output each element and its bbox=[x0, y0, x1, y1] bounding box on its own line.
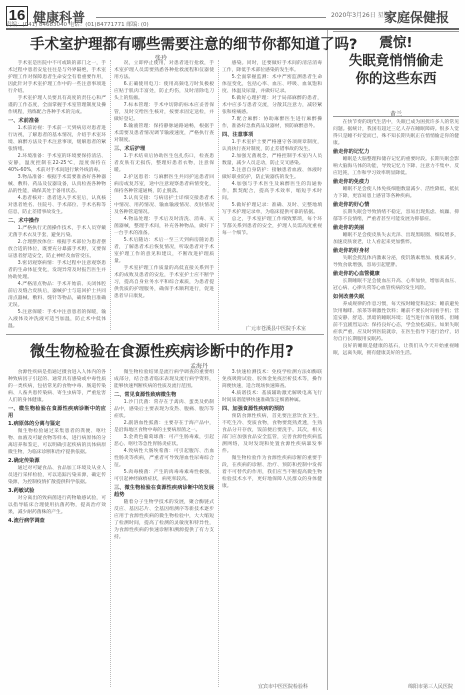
paragraph: 2.护送患者：与麻醉医生共同护送患者回病房或复苏室，途中注意观察患者病情变化，保持各种管道通畅，防止脱落。 bbox=[114, 175, 214, 194]
paragraph: 1.手术室护士要严格遵守各项规章制度，认真执行查对制度，防止差错事故的发生。 bbox=[222, 140, 322, 152]
subheading: 3.药敏试验 bbox=[8, 488, 35, 494]
paragraph: 7.标本管理：手术中切除的标本应妥善保管，及时交给医生核对，按要求固定送检，并做好登记。 bbox=[114, 103, 214, 122]
article-nursing-source: 广元市苍溪县中医院手术室 bbox=[246, 326, 307, 332]
paragraph: 1.术前访视：手术前一天到病房对患者进行访视，了解患者的基本情况，介绍手术室环境、麻醉方法及手术注意事项，缓解患者的紧张情绪。 bbox=[8, 126, 106, 152]
title-line: 你的这些东西 bbox=[355, 71, 437, 87]
paragraph: 微生物检验通过采集患者的粪便、呕吐物、血液及可疑食物等样本，进行病原体的分离培养和鉴定，可以明确引起疾病的具体病原微生物，为临床诊断和治疗提供依据。 bbox=[8, 429, 106, 455]
paragraph: 况，立即停止使用，对患者进行抢救，手术室护理人员需要熟悉各种抢救流程和仪器使用方法。 bbox=[114, 61, 214, 80]
paragraph: 5.全面掌握监测：术中严密监测患者生命体征变化，包括心率、血压、呼吸、血氧饱和度、体温及尿量，并做好记录。 bbox=[222, 75, 322, 94]
subheading: 一、术前准备 bbox=[8, 118, 40, 124]
paragraph: 1.严格执行无菌操作技术，手术人员穿戴无菌手术衣及手套，避免污染。 bbox=[8, 226, 106, 238]
column-rule bbox=[218, 369, 219, 687]
title-line: 失眠竟悄悄偷走 bbox=[348, 53, 444, 69]
paragraph: 通过对可疑食品、食品加工环境及从业人员进行采样检验，可以追踪污染来源，确定传染源，为控制疫情扩散提供科学依据。 bbox=[8, 466, 106, 485]
article-author-nursing: 张玲 bbox=[155, 55, 168, 62]
paragraph: 2.加强无菌观念，严格控制手术室内人员数量，减少人员走动，防止交叉感染。 bbox=[222, 154, 322, 166]
subheading: 一、微生物检验在食源性疾病诊断中的应用 bbox=[8, 406, 106, 419]
paragraph: 2.环境准备：手术室的环境要保持清洁、安静，温度控制在22-25℃，湿度保持在40%-60%，术前对手术间进行紫外线消毒。 bbox=[8, 154, 106, 173]
paragraph: 养成规律的作息习惯，每天按时睡觉和起床；睡前避免饮用咖啡、浓茶等刺激性饮料；睡前不要长时间看手机；营造安静、舒适、黑暗的睡眠环境；适当进行体育锻炼，但睡前不宜剧烈运动；保持良好心态，学会放松减压。如果失眠症状严重，应及时到医院就诊，在医生指导下进行治疗，切勿自行长期服用安眠药。 bbox=[333, 302, 459, 342]
paragraph: 手术室护理工作质量的高低直接关系到手术的成败及患者的安危，手术室护士应不断学习，提高自身业务水平和综合素质，为患者提供优质的护理服务，确保手术顺利进行，促进患者早日康复。 bbox=[114, 266, 214, 299]
paragraph: 6.做好心理护理：对于局部麻醉的患者，术中应多与患者交流，分散其注意力，减轻紧张和疼痛感。 bbox=[222, 96, 322, 115]
paragraph: 8.输液管理：保持静脉通路通畅，根据手术需要及患者情况调节输液速度，严格执行查对制度。 bbox=[114, 124, 214, 143]
paragraph: 4.患者核对：患者进入手术室后，认真核对患者姓名、住院号、手术部位、手术名称等信息，防止差错事故发生。 bbox=[8, 196, 106, 215]
subheading: 偷走你的心血管健康 bbox=[333, 271, 380, 277]
subheading: 如何改善失眠 bbox=[333, 294, 365, 300]
paragraph: 2.副溶血性弧菌：主要存在于海产品中，是沿海地区食物中毒的主要病原菌之一。 bbox=[114, 421, 214, 433]
article-microbiology-source: 宜宾市中医医院检验科 bbox=[258, 684, 309, 690]
subheading: 偷走你的免疫力 bbox=[333, 179, 370, 185]
paragraph: 4.物品处理：手术后及时清洗、消毒、灭菌器械，整理手术间，补充各种物品，做好下一台手术的准备。 bbox=[114, 217, 214, 236]
article-author-microbiology: 孟海丹 bbox=[190, 363, 209, 370]
paragraph: 总之，手术室护理工作细致繁琐，每个环节都关系到患者的安全，护理人员需高度重视每一个细节。 bbox=[222, 217, 322, 236]
subheading: 偷走你的好心情 bbox=[333, 202, 370, 208]
contact-line: 责编：(041) 84683040 电话：(01)84771771 邮编: (0) bbox=[6, 22, 149, 28]
paragraph: 预防食源性疾病，首先要注意饮食卫生，不吃生冷、变质食物，食物要烧熟煮透，生熟食品分开存放，饭前便后要洗手。其次，相关部门应加强食品安全监管，完善食源性疾病监测网络，及时发现和处置食源性疾病暴发事件。 bbox=[222, 414, 322, 454]
paragraph: 1.手术结束后协助医生包扎伤口，检查患者皮肤有无损伤，整理好患者衣物，注意保暖。 bbox=[114, 154, 214, 173]
paragraph: 失眠会扰乱体内激素分泌，使饥饿素增加、瘦素减少，导致食欲增强，容易引起肥胖。 bbox=[333, 256, 459, 268]
paragraph: 睡眠不足会使皮肤失去光泽、出现黑眼圈、细纹增多，加速皮肤衰老，让人看起来更加憔悴。 bbox=[333, 233, 459, 245]
column-rule bbox=[110, 60, 111, 330]
paragraph: 食源性疾病是指通过摄食进入人体内的各种致病因子引起的、通常具有感染或中毒性质的一类疾病，包括常见的食物中毒、肠道传染病、人畜共患传染病、寄生虫病等，严重危害人们的身体健康。 bbox=[8, 370, 106, 403]
subheading: 偷走你的美丽 bbox=[333, 225, 365, 231]
paragraph: 5.术后随访：术后一至三天到病房随访患者，了解患者术后恢复情况，听取患者对手术室护理工作的意见和建议，不断改进护理质量。 bbox=[114, 238, 214, 264]
paragraph: 手术室护理人员要具有高度的责任心和严谨的工作态度，全面掌握手术室管理制度及操作规程，熟练配合各种手术的完成。 bbox=[8, 96, 106, 115]
subheading: 二、术中操作 bbox=[8, 218, 40, 224]
paragraph: 睡眠是大脑整理和储存记忆的重要时段。长期失眠会影响大脑海马体的功能，导致记忆力下降、注意力不集中、反应迟钝，工作和学习效率明显降低。 bbox=[333, 157, 459, 176]
paragraph: 微生物检验作为食源性疾病诊断的重要手段，在疾病的诊断、治疗、预防和控制中发挥着不可替代的作用，我们应当不断提高微生物检验技术水平，更好地保障人民群众的身体健康。 bbox=[222, 456, 322, 489]
column-divider bbox=[327, 30, 328, 690]
paragraph: 微生物检验结果是流行病学调查的重要组成部分，结合患者临床表现及流行病学资料，能够快速判断疾病的性质及流行范围。 bbox=[114, 370, 214, 389]
paragraph: 手术室是医院中不可或缺的部门之一，手术过程中患者安危往往是与外界隔绝，手术室护理工作对保障患者生命安全有着重要作用，因此针对手术室护理工作中的一些注意事项进行介绍。 bbox=[8, 61, 106, 94]
article-title-nursing: 手术室护理都有哪些需要注意的细节你都知道了吗? bbox=[30, 37, 358, 53]
paragraph: 对分离出的致病菌进行药物敏感试验，可以指导临床合理使用抗菌药物，提高治疗效果，减少耐药菌株的产生。 bbox=[8, 496, 106, 515]
paragraph: 在快节奏的现代生活中，失眠已成为困扰许多人的常见问题。据统计，我国有超过三亿人存在睡眠障碍。很多人觉得只是睡不好觉而已，殊不知长期失眠正在悄悄偷走你的健康。 bbox=[333, 120, 459, 146]
paragraph: 睡眠不足会使人体免疫细胞数量减少、活性降低，抵抗力下降，更容易患上感冒等各种疾病。 bbox=[333, 187, 459, 199]
subheading: 四、注意事项 bbox=[222, 132, 254, 138]
subheading: 2.确定传染源 bbox=[8, 458, 40, 464]
paragraph: 5.注意保暖：手术中注意患者的保暖，输入液体及冲洗液可适当加温，防止术中低体温。 bbox=[8, 310, 106, 329]
paragraph: 3.物品准备：根据手术需要准备好各种器械、敷料、药品及仪器设备，认真检查各种物品的性能，确保其处于备用状态。 bbox=[8, 175, 106, 194]
header-line bbox=[96, 17, 326, 18]
subheading: 二、常见食源性致病微生物 bbox=[114, 392, 177, 398]
paragraph: 随着分子生物学技术的发展，聚合酶链式反应、基因芯片、全基因组测序等新技术逐步应用于食源性疾病的微生物检验中，大大缩短了检测时间，提高了检测的灵敏度和特异性，为食源性疾病的快速诊断和溯源提供了有力支持。 bbox=[114, 500, 214, 540]
article-title-insomnia bbox=[333, 34, 459, 88]
paragraph: 3.注意自身防护：接触患者血液、体液时做好职业防护，防止锐器伤的发生。 bbox=[222, 168, 322, 180]
sidebar-title-rule bbox=[333, 116, 459, 117]
article-divider bbox=[6, 334, 324, 335]
paragraph: 1.沙门氏菌：常存在于禽肉、蛋类及奶制品中，感染后主要表现为发热、腹痛、腹泻等症状。 bbox=[114, 400, 214, 419]
subheading: 偷走你的记忆力 bbox=[333, 149, 370, 155]
paragraph: 6.正确使用电刀：使用高频电刀时负极板应贴于肌肉丰富处，防止灼伤，及时清除电刀头上的焦痂。 bbox=[114, 82, 214, 101]
subheading: 四、加强食源性疾病的预防 bbox=[222, 406, 285, 412]
paragraph: 3.密切观察病情：手术过程中注意观察患者的生命体征变化，发现异常及时报告医生并协助处理。 bbox=[8, 261, 106, 280]
article-insomnia-body bbox=[333, 119, 459, 677]
paragraph: 5.肉毒梭菌：产生的肉毒毒素毒性极强，可引起神经麻痹症状，病死率较高。 bbox=[114, 470, 214, 482]
paragraph: 3.快速检测技术：免疫学检测方法如酶联免疫吸附试验、胶体金免疫层析技术等，操作简便快速，适合现场快速筛查。 bbox=[222, 370, 322, 389]
paragraph: 2.合理摆放体位：根据手术部位为患者摆放合适的体位，既要充分暴露手术野，又要保证患者舒适安全，防止神经及血管受压。 bbox=[8, 240, 106, 259]
header-rule bbox=[6, 28, 459, 30]
sidebar-top-rule bbox=[333, 31, 459, 32]
paragraph: 良好的睡眠是健康的基石，让我们从今天开始重视睡眠，远离失眠，拥有健康美好的生活。 bbox=[333, 344, 459, 356]
article-nursing-col3 bbox=[222, 60, 322, 322]
paragraph: 3.认真交接：与病房护士详细交接患者术中情况、用药情况、输血输液情况、皮肤情况及各种管道情况。 bbox=[114, 196, 214, 215]
paragraph: 4.加强与手术医生及麻醉医生的沟通协作，默契配合，提高手术效率，缩短手术时间。 bbox=[222, 182, 322, 201]
article-nursing-col1 bbox=[8, 60, 106, 330]
paragraph: 4.严格清点物品：手术开始前、关闭体腔前后及缝合皮肤后，器械护士与巡回护士共同清点器械、敷料、缝针等物品，确保数目准确无误。 bbox=[8, 282, 106, 308]
article-title-microbiology: 微生物检验在食源性疾病诊断中的作用? bbox=[30, 342, 294, 360]
column-rule bbox=[218, 60, 219, 330]
section-title: 健康科普 bbox=[33, 11, 86, 26]
paragraph: 7.配合麻醉：协助麻醉医生进行麻醉操作，准备好急救药品及器材，预防麻醉意外。 bbox=[222, 117, 322, 129]
paragraph: 3.金黄色葡萄球菌：可产生肠毒素，引起恶心、呕吐等急性胃肠炎症状。 bbox=[114, 435, 214, 447]
article-microbiology-col1 bbox=[8, 369, 106, 687]
paragraph: 4.致病性大肠埃希菌：可引起腹泻、出血性肠炎等疾病，严重者可导致溶血性尿毒综合征。 bbox=[114, 449, 214, 468]
article-nursing-col2 bbox=[114, 60, 214, 330]
article-microbiology-col3 bbox=[222, 369, 322, 679]
article-microbiology-col2 bbox=[114, 369, 214, 687]
paragraph: 长期睡眠不足会使血压升高、心率加快，增加高血压、冠心病、心律失常等心血管疾病的发生风险。 bbox=[333, 279, 459, 291]
article-insomnia-source: 绵阳市第三人民医院 bbox=[408, 684, 454, 690]
paragraph: 长期失眠会导致情绪不稳定，容易出现焦虑、烦躁、抑郁等不良情绪，严重者甚至可能发展为抑郁症。 bbox=[333, 210, 459, 222]
subheading: 4.流行病学调查 bbox=[8, 518, 45, 524]
newspaper-name: 家庭保健报 bbox=[384, 11, 450, 26]
paragraph: 感染。同时，还要做好手术间的清洁消毒工作，降低手术部位感染的发生率。 bbox=[222, 61, 322, 73]
issue-date: 2020年3月26日 星期四 bbox=[331, 12, 396, 19]
subheading: 三、术后护理 bbox=[114, 146, 146, 152]
subheading: 1.病原体的分离与鉴定 bbox=[8, 421, 61, 427]
column-rule bbox=[110, 369, 111, 687]
paragraph: 5.做好护理记录：准确、及时、完整地填写手术护理记录单，为临床提供可靠的依据。 bbox=[222, 203, 322, 215]
title-line: 震惊! bbox=[379, 35, 413, 51]
subheading: 三、微生物检验在食源性疾病诊断中的发展趋势 bbox=[114, 485, 214, 498]
article-author-insomnia: 黄兰 bbox=[389, 111, 402, 118]
page-number: 16 bbox=[6, 6, 28, 26]
subheading: 偷走你的好身材 bbox=[333, 248, 370, 254]
paragraph: 4.质谱技术：基质辅助激光解吸电离飞行时间质谱能够快速准确鉴定细菌种属。 bbox=[222, 391, 322, 403]
